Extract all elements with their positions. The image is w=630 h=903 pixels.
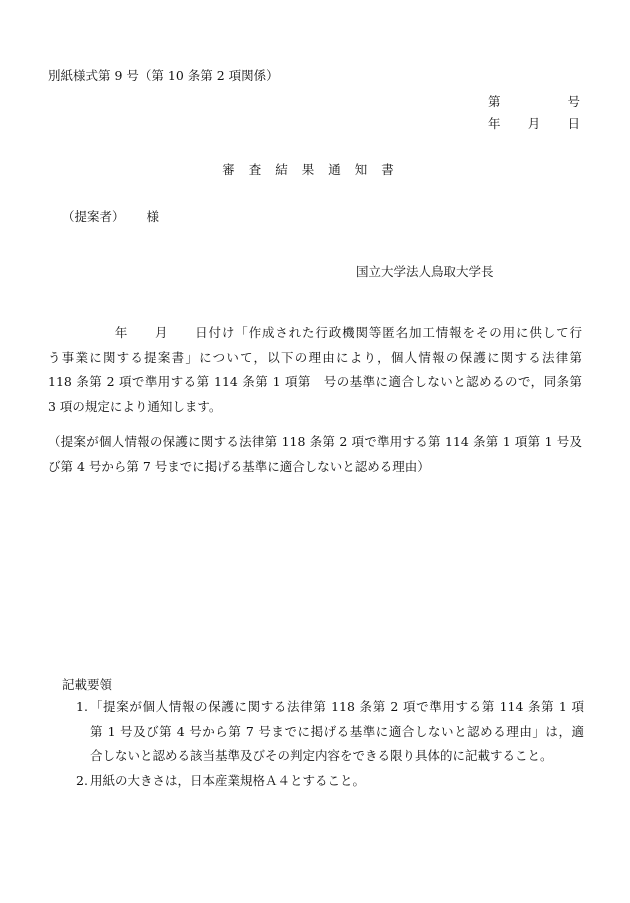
body-line: 3 項の規定により通知します。 bbox=[48, 398, 222, 414]
document-title: 審査結果通知書 bbox=[222, 162, 408, 177]
number-prefix: 第 bbox=[488, 94, 501, 109]
notes-list bbox=[76, 695, 584, 793]
note-line: 第 1 号及び第 4 号から第 7 号までに掲げる基準に適合しないと認める理由」は，適 bbox=[90, 723, 584, 739]
body-line: う事業に関する提案書」について，以下の理由により，個人情報の保護に関する法律第 bbox=[48, 349, 582, 365]
body-line: 118 条第 2 項で準用する第 114 条第 1 項第 号の基準に適合しないと認めるので，同条第 bbox=[48, 374, 582, 389]
addressee bbox=[62, 207, 159, 225]
note-number: 1. bbox=[76, 699, 88, 714]
reason-section bbox=[48, 430, 582, 479]
note-text bbox=[90, 695, 584, 769]
document-date bbox=[488, 114, 580, 132]
note-number: 2. bbox=[76, 772, 88, 788]
note-item bbox=[76, 695, 584, 769]
number-suffix: 号 bbox=[567, 94, 580, 109]
note-line: 合しないと認める該当基準及びその判定内容をできる限り具体的に記載すること。 bbox=[90, 748, 553, 763]
document-number bbox=[488, 92, 580, 110]
date-month: 月 bbox=[527, 116, 541, 131]
note-text bbox=[90, 769, 584, 794]
date-day: 日 bbox=[567, 116, 580, 131]
note-item bbox=[76, 769, 584, 794]
body-line: 年 月 日付け「作成された行政機関等匿名加工情報をその用に供して行 bbox=[48, 325, 582, 340]
issuer-name: 国立大学法人鳥取大学長 bbox=[356, 264, 494, 279]
reason-line: （提案が個人情報の保護に関する法律第 118 条第 2 項で準用する第 114 条第 1 項第 1 号及 bbox=[48, 434, 582, 449]
note-line: 用紙の大きさは，日本産業規格Ａ４とすること。 bbox=[90, 772, 366, 788]
addressee-name: （提案者） bbox=[62, 209, 125, 224]
body-paragraph bbox=[48, 321, 582, 419]
notes-heading: 記載要領 bbox=[62, 677, 113, 692]
date-year: 年 bbox=[488, 116, 501, 131]
reason-line: び第 4 号から第 7 号までに掲げる基準に適合しないと認める理由） bbox=[48, 458, 430, 474]
note-line: 「提案が個人情報の保護に関する法律第 118 条第 2 項で準用する第 114 条第 1 項 bbox=[90, 699, 584, 714]
addressee-honorific: 様 bbox=[146, 209, 160, 224]
form-label: 別紙様式第 9 号（第 10 条第 2 項関係） bbox=[48, 68, 279, 83]
